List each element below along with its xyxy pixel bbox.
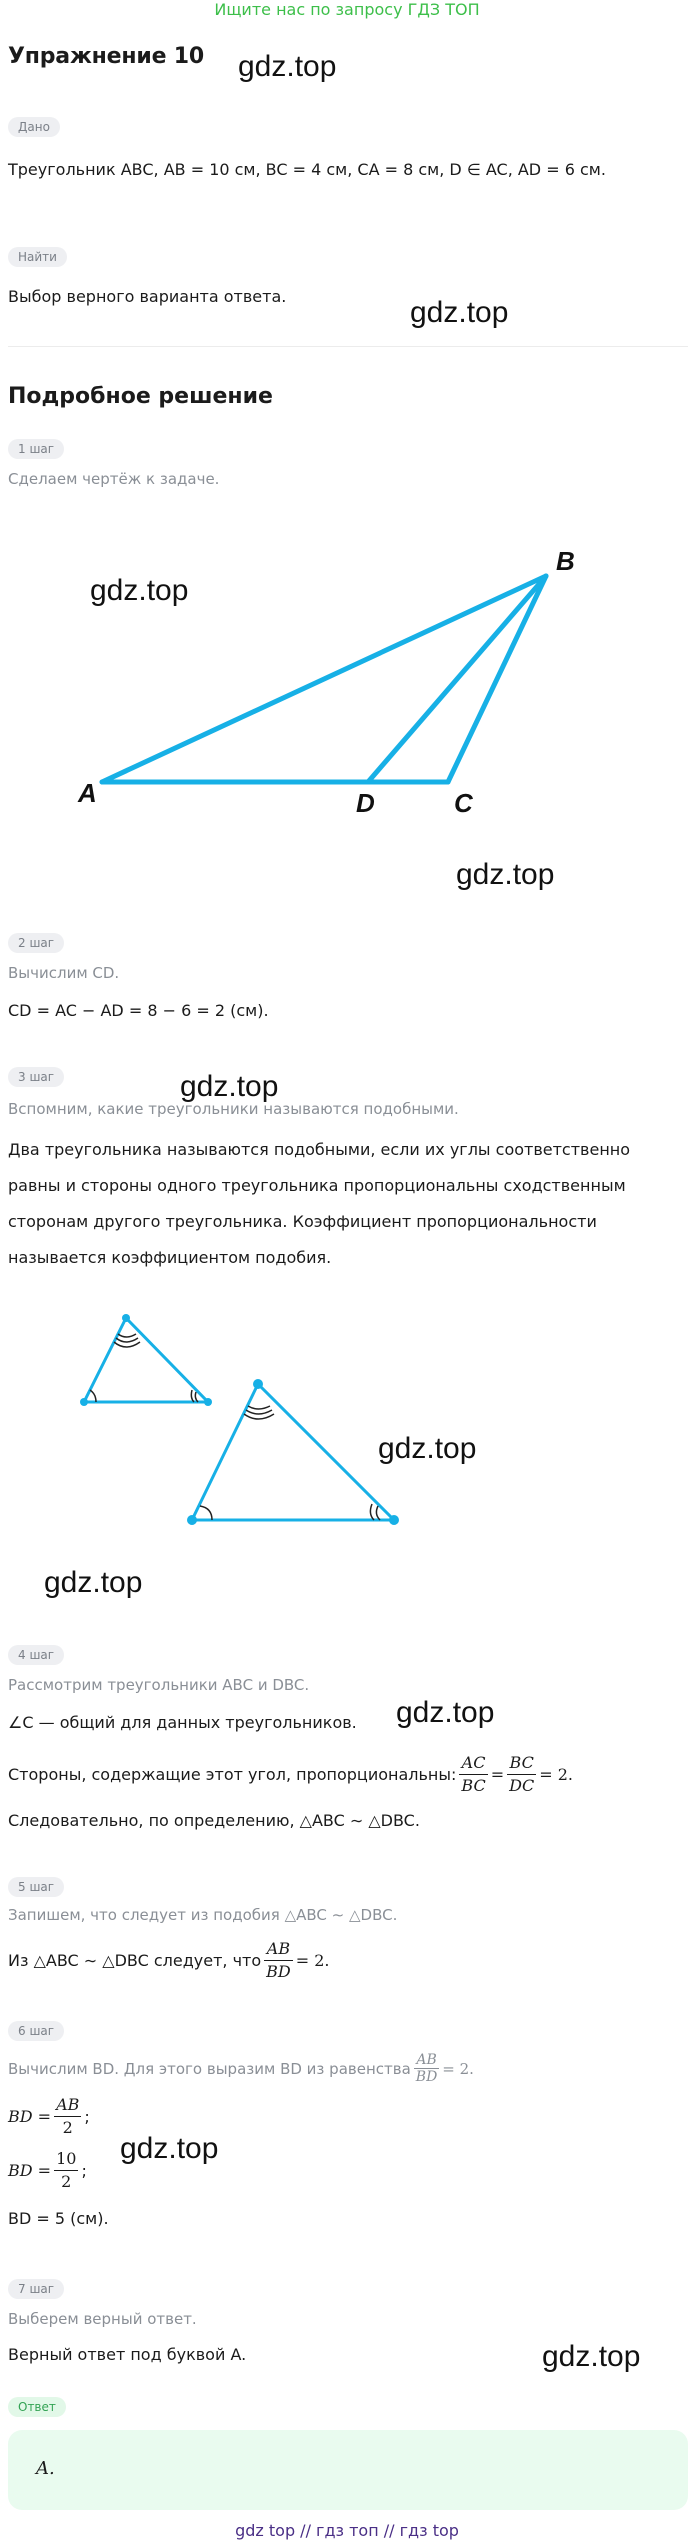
step-label: 7 шаг (8, 2279, 64, 2299)
search-banner[interactable]: Ищите нас по запросу ГДЗ ТОП (214, 0, 480, 19)
equation-line: BD = $\frac{10}{2}$ ; (8, 2149, 87, 2191)
step-label: 6 шаг (8, 2021, 64, 2041)
step-intro: Выберем верный ответ. (8, 2310, 197, 2328)
watermark: gdz.top (238, 50, 337, 83)
step-label: 4 шаг (8, 1645, 64, 1665)
step-intro: Вычислим BD. Для этого выразим BD из равенства $\frac{AB}{BD}$ = 2. (8, 2052, 474, 2085)
find-text: Выбор верного варианта ответа. (8, 287, 287, 306)
step-intro: Рассмотрим треугольники ABC и DBC. (8, 1676, 310, 1694)
step-intro: Запишем, что следует из подобия △ABC ∼ △DBC. (8, 1906, 398, 1924)
watermark: gdz.top (542, 2340, 641, 2373)
solution-title: Подробное решение (8, 384, 273, 409)
step-label: 1 шаг (8, 439, 64, 459)
step-label: 5 шаг (8, 1877, 64, 1897)
small-triangle (84, 1318, 208, 1402)
vertex-label-a: A (78, 778, 97, 808)
step-label: 2 шаг (8, 933, 64, 953)
step-line: CD = AC − AD = 8 − 6 = 2 (см). (8, 1001, 269, 1020)
vertex-label-d: D (356, 788, 375, 818)
page-title: Упражнение 10 (8, 44, 204, 69)
step-intro: Вычислим CD. (8, 964, 120, 982)
step-line: Верный ответ под буквой A. (8, 2345, 247, 2364)
find-label: Найти (8, 247, 67, 267)
watermark: gdz.top (410, 296, 509, 329)
step-line: ∠C — общий для данных треугольников. (8, 1713, 357, 1732)
step-intro: Сделаем чертёж к задаче. (8, 470, 220, 488)
large-triangle (192, 1384, 394, 1520)
answer-box (8, 2430, 688, 2510)
angle-mark (248, 1406, 270, 1409)
angle-mark (246, 1410, 272, 1414)
answer-value: A. (36, 2458, 55, 2479)
angle-mark (191, 1390, 194, 1402)
watermark: gdz.top (378, 1432, 477, 1465)
answer-label: Ответ (8, 2397, 66, 2417)
divider (8, 346, 688, 347)
given-text: Треугольник ABC, AB = 10 см, BC = 4 см, CA = 8 см, D ∈ AC, AD = 6 см. (8, 160, 606, 179)
triangle-figure (0, 530, 694, 820)
angle-mark (118, 1334, 136, 1337)
segment-bd (368, 576, 546, 782)
step-intro: Вспомним, какие треугольники называются подобными. (8, 1100, 459, 1118)
step-paragraph: Два треугольника называются подобными, если их углы соответственно равны и стороны одного треугольника пропорциональны сходственным сторонам другого треугольника. Коэффициент пропорциональности называется коэффициентом подобия. (8, 1140, 631, 1267)
side-ab (102, 576, 546, 782)
proportional-sides-line: Стороны, содержащие этот угол, пропорциональны: $\frac{AC}{BC}$ = $\frac{BC}{DC}$ = 2. (8, 1753, 573, 1795)
watermark: gdz.top (396, 1696, 495, 1729)
footer-links[interactable]: gdz top // гдз топ // гдз top (235, 2521, 459, 2540)
angle-mark (370, 1504, 374, 1520)
given-label: Дано (8, 117, 60, 137)
similar-triangles-figure (0, 1300, 694, 1540)
angle-mark (376, 1506, 380, 1520)
step-result: BD = 5 (см). (8, 2209, 109, 2228)
vertex-label-c: C (454, 788, 473, 818)
watermark: gdz.top (90, 574, 189, 607)
step-line: Следовательно, по определению, △ABC ∼ △DBC. (8, 1811, 420, 1830)
step-label: 3 шаг (8, 1067, 64, 1087)
watermark: gdz.top (44, 1566, 143, 1599)
vertex-label-b: B (556, 546, 575, 576)
ratio-line: Из △ABC ∼ △DBC следует, что $\frac{AB}{BD}$ = 2. (8, 1939, 330, 1981)
equation-line: BD = $\frac{AB}{2}$ ; (8, 2095, 90, 2137)
angle-mark (200, 1506, 212, 1520)
side-bc (448, 576, 546, 782)
angle-mark (116, 1338, 138, 1342)
watermark: gdz.top (120, 2132, 219, 2165)
watermark: gdz.top (456, 858, 555, 891)
watermark: gdz.top (180, 1070, 279, 1103)
angle-mark (90, 1390, 96, 1402)
